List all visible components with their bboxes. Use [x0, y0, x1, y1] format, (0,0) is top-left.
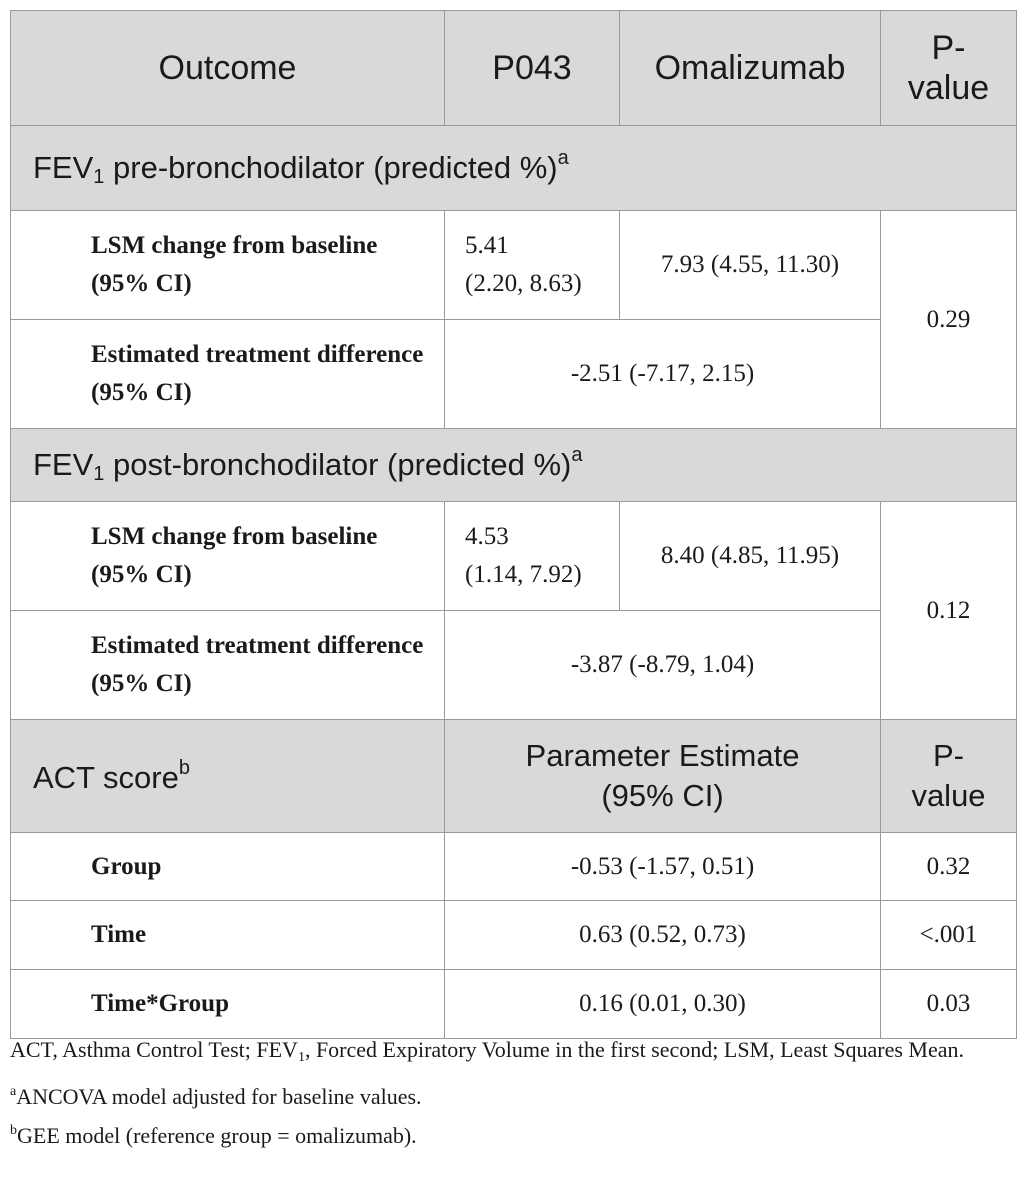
header-omalizumab: Omalizumab [620, 11, 881, 126]
header-p-value-line1: P- [931, 29, 966, 67]
subscript: 1 [93, 166, 105, 188]
row-label: LSM change from baseline (95% CI) [11, 211, 445, 320]
p043-value [445, 211, 620, 320]
p-value-cell: 0.29 [881, 211, 1017, 429]
header-line: P- [933, 738, 964, 773]
footnote-marker: a [557, 147, 569, 169]
p-value-cell: <.001 [881, 901, 1017, 970]
act-title-text: ACT score [33, 759, 179, 795]
row-label: Estimated treatment difference (95% CI) [11, 611, 445, 720]
header-act-p-value [881, 720, 1017, 833]
footnote-marker: a [571, 444, 583, 466]
estimate-value: 0.16 (0.01, 0.30) [445, 970, 881, 1039]
treatment-difference-value: -2.51 (-7.17, 2.15) [445, 320, 881, 429]
table-row [11, 970, 1017, 1039]
row-label: Estimated treatment difference (95% CI) [11, 320, 445, 429]
value-line: 4.53 [465, 523, 509, 550]
section-title-fev-post [11, 429, 1017, 502]
table-row [11, 211, 1017, 320]
section-title-text: FEV [33, 150, 94, 185]
footnote-a [10, 1075, 1016, 1114]
footnote-marker: a [10, 1084, 17, 1099]
section-title-text: post-bronchodilator (predicted %) [104, 447, 572, 482]
section-title-text: FEV [33, 447, 94, 482]
act-header-row [11, 720, 1017, 833]
p-value-cell: 0.12 [881, 502, 1017, 720]
value-line: 5.41 [465, 232, 509, 259]
header-line: value [911, 778, 986, 813]
treatment-difference-value: -3.87 (-8.79, 1.04) [445, 611, 881, 720]
omalizumab-value: 7.93 (4.55, 11.30) [620, 211, 881, 320]
results-table-container [10, 10, 1016, 1039]
table-row [11, 611, 1017, 720]
section-row-fev-pre [11, 126, 1017, 211]
footnote-text: ANCOVA model adjusted for baseline values. [16, 1084, 422, 1109]
footnote-marker: b [10, 1123, 17, 1138]
header-line: (95% CI) [601, 778, 724, 813]
results-table [10, 10, 1017, 1039]
section-row-fev-post [11, 429, 1017, 502]
table-footnotes [10, 1033, 1016, 1153]
table-row [11, 502, 1017, 611]
header-line: Parameter Estimate [525, 738, 800, 773]
value-line: (1.14, 7.92) [465, 561, 582, 588]
table-row [11, 901, 1017, 970]
estimate-value: 0.63 (0.52, 0.73) [445, 901, 881, 970]
header-parameter-estimate [445, 720, 881, 833]
row-label: Time*Group [11, 970, 445, 1039]
header-outcome: Outcome [11, 11, 445, 126]
estimate-value: -0.53 (-1.57, 0.51) [445, 833, 881, 901]
footnote-text: ACT, Asthma Control Test; FEV [10, 1037, 298, 1062]
footnote-text: , Forced Expiratory Volume in the first second; LSM, Least Squares Mean. [304, 1037, 965, 1062]
header-p-value-line2: value [907, 69, 990, 107]
subscript: 1 [297, 1050, 305, 1065]
header-p043: P043 [445, 11, 620, 126]
value-line: (2.20, 8.63) [465, 270, 582, 297]
row-label: LSM change from baseline (95% CI) [11, 502, 445, 611]
section-title-fev-pre [11, 126, 1017, 211]
omalizumab-value: 8.40 (4.85, 11.95) [620, 502, 881, 611]
footnote-text: GEE model (reference group = omalizumab). [17, 1123, 417, 1148]
row-label: Group [11, 833, 445, 901]
header-p-value [881, 11, 1017, 126]
subscript: 1 [93, 463, 105, 485]
table-header-row [11, 11, 1017, 126]
row-label: Time [11, 901, 445, 970]
p-value-cell: 0.03 [881, 970, 1017, 1039]
footnote-b [10, 1114, 1016, 1153]
footnote-marker: b [178, 756, 190, 779]
p-value-cell: 0.32 [881, 833, 1017, 901]
act-score-title [11, 720, 445, 833]
section-title-text: pre-bronchodilator (predicted %) [104, 150, 558, 185]
table-row [11, 833, 1017, 901]
abbreviations-note [10, 1033, 1016, 1075]
p043-value [445, 502, 620, 611]
table-row [11, 320, 1017, 429]
